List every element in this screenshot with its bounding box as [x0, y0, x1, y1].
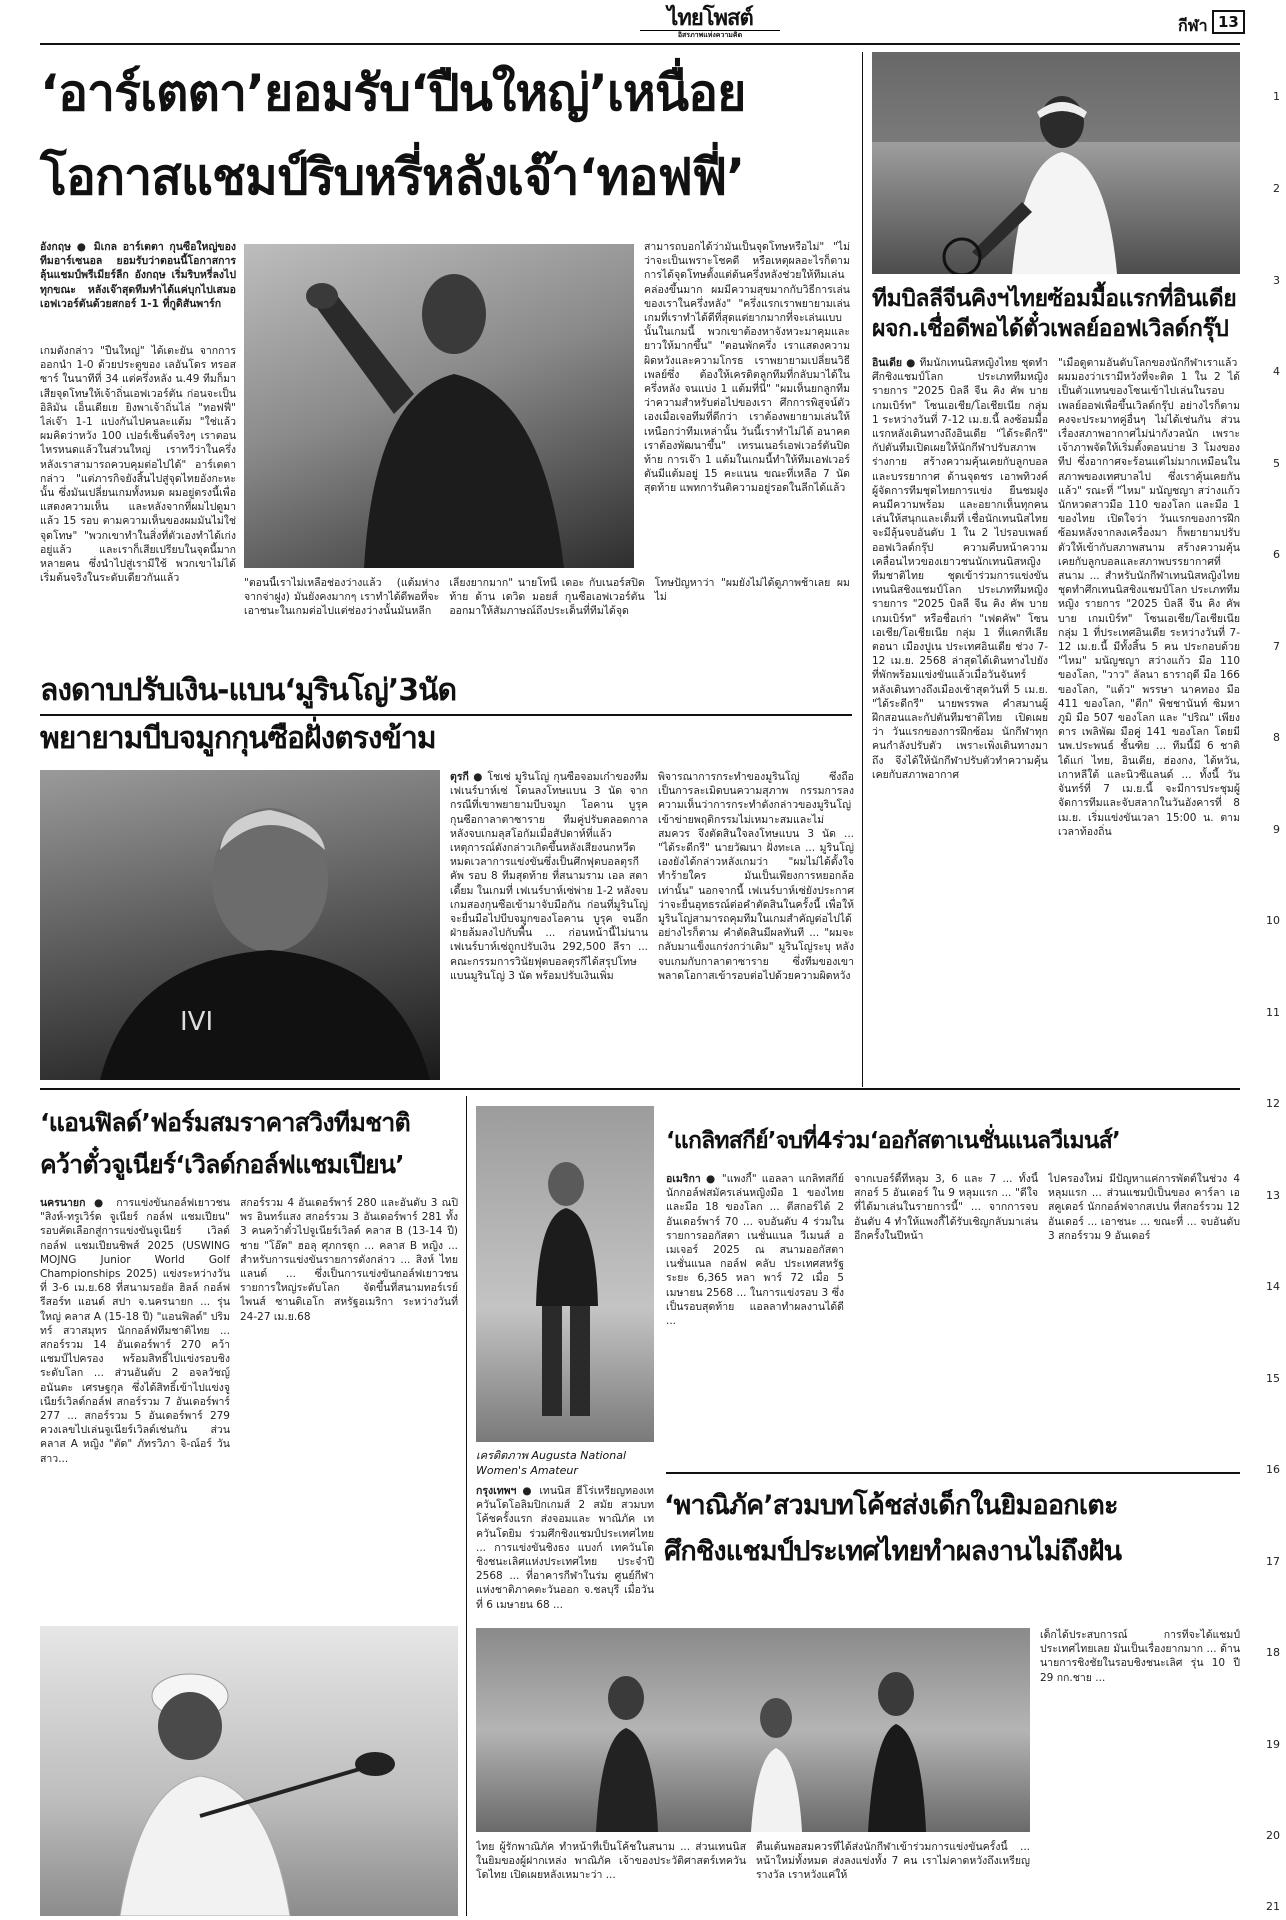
- arteta-lead-text: มิเกล อาร์เตตา กุนซือใหญ่ของทีมอาร์เซนอล ยอมรับว่าตอนนี้โอกาสการลุ้นแชมป์พรีเมียร์ลีก อังกฤษ เริ่มริบหรี่ลงไปทุกขณะ หลังเจ๊าสุดทีมทำได้แค่บุกไปเสมอเอฟเวอร์ตันด้วยสกอร์ 1-1 ที่กูดิสันพาร์ก: [40, 241, 236, 310]
- gutter-number: 18: [1266, 1646, 1280, 1659]
- mourinho-column-1: [450, 770, 648, 1080]
- mourinho-headline-line1: ลงดาบปรับเงิน-แบน‘มูรินโญ่’3นัด: [40, 673, 457, 708]
- india-column-1-text: ทีมนักเทนนิสหญิงไทย ชุดทำศึกชิงแชมป์โลก ประเภททีมหญิง รายการ "2025 บิลลี จีน คิง คัพ บาย เกมเบิร์ท" โซนเอเชีย/โอเชียเนีย กลุ่ม 1 ระหว่างวันที่ 7-12 เม.ย.นี้ ลงซ้อมมื้อแรกหลังเดินทางถึงอินเดีย "ได้ระดีกรี" กัปตันทีมเปิดเผยให้นักกีฬาปรับสภาพร่างกาย สร้างความคุ้นเคยกับลูกบอลและบรรยากาศ ด้านจุดชร เอาพทิวงค์ ผู้จัดการทีมชุดไทยการแข่ง ยืนชมฝูงคนมีความพร้อม และอยากเห็นทุกคนเล่นให้สนุกและเต็มที่ เชื่อนักเทนนิสไทยจะมีลุ้นจบอันดับ 1 ใน 2 ไปรอบเพลย์ออฟเวิลด์กรุ๊ป ความคืบหน้าความเคลื่อนไหวของเยาวชนนักเทนนิสหญิงทีมชาติไทย ชุดเข้าร่วมการแข่งขันเทนนิสชิงแชมป์โลก ประเภททีมหญิง รายการ "2025 บิลลี จีน คิง คัพ บาย เกมเบิร์ท" หรือชื่อเก่า "เฟดคัพ" โซนเอเชีย/โอเชียเนีย กลุ่ม 1 ที่แคกทีเลีย ตอนา เมืองปูเน ประเทศอินเดีย ช่วง 7-12 เม.ย. 2568 ล่าสุดได้เดินทางไปยังที่พักพร้อมแข่งขันแล้วเมื่อวันจันทร์ หลังเดินทางถึงเมืองเช้าสุดวันที่ 5 เม.ย. "ได้ระดีกรี" นายพรรพล คำสมานผู้ฝึกสอนและกัปตันทีมชาติไทย เปิดเผยว่า วันแรกของการฝึกซ้อม นักกีฬาทุกคนกำลังปรับตัว เพราะเพิ่งเดินทางมาถึง จึงได้ให้นักกีฬาปรับตัวทำความคุ้นเคยกับสภาพอากาศ: [872, 357, 1048, 781]
- arteta-dateline: อังกฤษ ●: [40, 241, 89, 253]
- parnipak-dateline: กรุงเทพฯ ●: [476, 1485, 534, 1497]
- gutter-number: 16: [1266, 1463, 1280, 1476]
- parnipak-column-under-1: ไทย ผู้รักพาณิภัค ทำหน้าที่เป็นโค้ชในสนาม ... ส่วนเทนนิสในยิมของผู้ฝากเหล่ง พาณิภัค เจ้าของประวัติศาสตร์เทควันโดไทย เปิดเผยหลังเหมาะว่า ...: [476, 1841, 746, 1882]
- gutter-number: 6: [1273, 548, 1280, 561]
- divider-arteta-bottom: [40, 714, 852, 716]
- gutter-number: 12: [1266, 1097, 1280, 1110]
- svg-text:IVI: IVI: [180, 1007, 214, 1037]
- eagle-column-1-text: "แพงกี้" แอลลา แกลิทสกีย์ นักกอล์ฟสมัครเล่นหญิงมือ 1 ของไทย และมือ 18 ของโลก ... ตีสกอร์ได้ 2 อันเดอร์พาร์ 70 ... จบอันดับ 4 ร่วมในรายการออกัสตา เนชั่นแนล วีเมนส์ อเมเจอร์ 2025 ณ สนามออกัสตาเนชั่นแนล กอล์ฟ คลับ ประเทศสหรัฐ ระยะ 6,365 หลา พาร์ 72 เมื่อ 5 เมษายน 2568 ... ในการแข่งรอบ 3 ซึ่งเป็นรอบสุดท้าย แอลลาทำผลงานได้ดี ...: [666, 1173, 844, 1328]
- arteta-column-2: สามารถบอกได้ว่ามันเป็นจุดโทษหรือไม่" "ไม่ว่าจะเป็นเพราะโชคดี หรือเหตุผลอะไรก็ตาม การได้จุดโทษตั้งแต่ต้นครึ่งหลังช่วยให้ทีมเล่นคล่องขึ้นมาก ผมมีความสุขมากกับวิธีการเล่นของเราในครึ่งหลัง" "ครึ่งแรกเราพยายามเล่นเกมที่เราทำได้ดีที่สุดแต่ยากมากที่จะเล่นแบบนั้นในเกมนี้ พวกเขาต้องหาจังหวะมาคุมและยาวให้มากขึ้น" "ตอนพักครึ่ง เราแสดงความผิดหวังและความโกรธ เราพยายามเปลี่ยนวิธีเพลย์ซึ่ง ต้องให้เครดิตลูกทีมที่กลับมาได้ในครึ่งหลัง จนแบ่ง 1 แต้มที่นี่" "ผมเห็นยกลูกทีมว่าความสำหรับต่อไปของเรา ศึกการพิสูจน์ตัวเองเมื่อเจอทีมที่ดีกว่า เราต้องพยายามเล่นให้เหนือกว่าทีมเหล่านั้น วันนี้เราทำไม่ได้ อนาคตเราต้องพัฒนาขึ้น" เทรนเนอร์เอฟเวอร์ตันปิดท้าย การเจ๊า 1 แต้มในเกมนี้ทำให้ทีมเอฟเวอร์ตันมีแต้มอยู่ 15 คะแนน ขณะที่เหลือ 7 นัดสุดท้าย แพทการันติความอยู่รอดในลีกได้แล้ว: [644, 241, 850, 495]
- parnipak-column-under-2: ตื่นเต้นพอสมควรที่ได้ส่งนักกีฬาเข้าร่วมการแข่งขันครั้งนี้ ... หน้าใหม่ทั้งหมด ส่งลงแข่งทั้ง 7 คน เราไม่คาดหวังถึงเหรียญรางวัล เราหวังแค่ให้: [756, 1841, 1030, 1882]
- gutter-number: 14: [1266, 1280, 1280, 1293]
- gutter-number: 17: [1266, 1555, 1280, 1568]
- arteta-headline-line2: โอกาสแชมป์ริบหรี่หลังเจ๊า‘ทอฟฟี่’: [40, 148, 745, 206]
- taekwondo-team-icon: [476, 1628, 1030, 1832]
- tennis-photo: [872, 52, 1240, 274]
- logo-text: ไทยโพสต์: [667, 5, 753, 31]
- section-label: กีฬา: [1178, 16, 1208, 35]
- masthead-logo: [640, 6, 780, 40]
- mourinho-dateline: ตุรกี ●: [450, 771, 484, 783]
- gutter-number: 11: [1266, 1006, 1280, 1019]
- golfer-photo: [40, 1626, 458, 1916]
- taekwondo-photo: [476, 1628, 1030, 1832]
- mourinho-column-2: พิจารณาการกระทำของมูรินโญ่ ซึ่งถือเป็นการละเมิดบนความสุภาพ กรรมการลงความเห็นว่าการกระทำดังกล่าวของมูรินโญ่เข้าข่ายพฤติกรรมไม่เหมาะสมและไม่สมควร จึงตัดสินใจลงโทษแบน 3 นัด ... "ได้ระดีกรี" นายวัฒนา ฝั่งทะเล ... มูรินโญ่เองยังได้กล่าวหลังเกมว่า "ผมไม่ได้ตั้งใจทำร้ายใคร มันเป็นเพียงการหยอกล้อเท่านั้น" นอกจากนี้ เฟเนร์บาห์เซ่ยังประกาศว่าจะยื่นอุทธรณ์ต่อคำตัดสินในครั้งนี้ เพื่อให้มูรินโญ่สามารถคุมทีมในเกมสำคัญต่อไปได้ อย่างไรก็ตาม คำตัดสินมีผลทันที ... "ผมจะกลับมาแข็งแกร่งกว่าเดิม" มูรินโญ่ระบุ หลังจบเกมกับกาลาตาซาราย ซึ่งทีมของเขาพลาดโอกาสเข้ารอบต่อไปด้วยความผิดหวัง: [658, 771, 854, 982]
- gutter-number: 7: [1273, 640, 1280, 653]
- arteta-headline-line1: ‘อาร์เตตา’ยอมรับ‘ปืนใหญ่’เหนื่อย: [40, 64, 746, 122]
- gutter-number: 19: [1266, 1738, 1280, 1751]
- gutter-number: 2: [1273, 182, 1280, 195]
- arteta-lead: [40, 240, 236, 340]
- gutter-number: 3: [1273, 274, 1280, 287]
- divider-vertical-bottom-left: [466, 1096, 467, 1916]
- india-column-1: [872, 356, 1048, 1080]
- divider-eagle-bottom: [666, 1472, 1240, 1474]
- anfield-dateline: นครนายก ●: [40, 1197, 109, 1209]
- parnipak-column-1-text: เทนนิส ฮีโร่เหรียญทองเทควันโดโอลิมปิกเกมส์ 2 สมัย สวมบทโค้ชครั้งแรก ส่งจอมและ พาณิภัค เทควันโดยิม ร่วมศึกชิงแชมป์ประเทศไทย ... การแข่งขันชิงธง แบงก์ เทควันโด ชิงชนะเลิศแห่งประเทศไทย ประจำปี 2568 ... ที่อาคารกีฬาในร่ม ศูนย์กีฬาแห่งชาติภาคตะวันออก จ.ชลบุรี เมื่อวันที่ 6 เมษายน 68 ...: [476, 1485, 654, 1611]
- eagle-headline: ‘แกลิทสกีย์’จบที่4ร่วม‘ออกัสตาเนชั่นแนลวีเมนส์’: [666, 1128, 1120, 1154]
- female-golfer-icon: [476, 1106, 654, 1442]
- eagle-column-3: ไปครองใหม่ มีปัญหาแค่การพัตต์ในช่วง 4 หลุมแรก ... ส่วนแชมป์เป็นของ คาร์ลา เอสคูเดอร์ นักกอล์ฟจากสเปน ที่สกอร์รวม 12 อันเดอร์ ... เอาชนะ ... ขณะที่ ... จบอันดับ 3 สกอร์รวม 9 อันเดอร์: [1048, 1173, 1240, 1242]
- coach-portrait-icon: [40, 770, 440, 1080]
- gutter-number: 10: [1266, 914, 1280, 927]
- arteta-column-1: เกมดังกล่าว "ปืนใหญ่" ได้เตะยัน จากการออกนำ 1-0 ด้วยประตูของ เลอันโดร ทรอสซาร์ ในนาทีที่ 34 แต่ครึ่งหลัง น.49 ทีมก็มาเสียจุดโทษให้เจ้าถิ่นเอฟเวอร์ตัน ก่อนจะเป็น อิลิมัน เอ็นเดียเย ยิงพาเจ้าถิ่นไล่ "ทอฟฟี่" ไล่เจ๊า 1-1 แบ่งกันไปคนละแต้ม "ใช่แล้ว ผมคิดว่าหวัง 100 เปอร์เซ็นต์จริงๆ เราตอนไหรหนดแล้วในส่วนใหญ่ เราทวีว่าในครึ่งหลังเราสามารถควบคุมต่อไปได้" อาร์เตตากล่าว "แต่ภารกิจยังสิ้นไปสู่จุดไทยอังกะหะนั้น ซึ่งมันเปลี่ยนเกมทั้งหมด ผมอยู่ตรงนี้เพื่อแสดงความเห็น และหลังจากที่ผมไปดูมาแล้ว 15 รอบ ตามความเห็นของผมมันไม่ใช่จุดโทษ" "พวกเขาทำในสิ่งที่ตัวเองทำได้เก่งอยู่แล้ว และเราก็เสียเปรียบในจุดนี้มาก หลายคน ซึ่งนำไปสู่เรามีใช้ พวกเขาไม่ได้เริ่มต้นจริงในระดับเดียวกันแล้ว: [40, 345, 236, 585]
- anfield-column-1-text: การแข่งขันกอล์ฟเยาวชน "สิงห์-ทรูเวิร์ด จูเนียร์ กอล์ฟ แชมเปียน" รอบคัดเลือกสู่การแข่งขันจูเนียร์ เวิลด์ กอล์ฟ แชมเปียนชิพส์ 2025 (USWING MOJNG Junior World Golf Championships 2025) แข่งระหว่างวันที่ 3-6 เม.ย.68 ที่สนามรอยัล ฮิลล์ กอล์ฟ รีสอร์ท แอนด์ สปา จ.นครนายก ... รุ่นใหญ่ คลาส A (15-18 ปี) "แอนฟิลด์" ปริมทร์ สวาสมุทร นักกอล์ฟทีมชาติไทย ... สกอร์รวม 14 อันเดอร์พาร์ 270 คว้าแชมป์ไปครอง พร้อมสิทธิ์ไปแข่งรอบชิงระดับโลก ... ส่วนอันดับ 2 อจลวัชญ์ อนันตะ เศรษฐกุล ซึ่งได้สิทธิ์เข้าไปแข่งจูเนียร์เวิลด์กอล์ฟ สกอร์รวม 7 อันเดอร์พาร์ 277 ... สกอร์รวม 5 อันเดอร์พาร์ 279 ควงเลขไปเล่นจูเนียร์เวิลด์เช่นกัน ส่วนคลาส A หญิง "ตัด" ภัทรวิภา จิ-ณ์อร์ วันสาว...: [40, 1197, 230, 1465]
- eagle-dateline: อเมริกา ●: [666, 1173, 717, 1185]
- gutter-number: 1: [1273, 90, 1280, 103]
- mourinho-headline-line2: พยายามบีบจมูกกุนซือฝั่งตรงข้าม: [40, 721, 436, 756]
- logo-tagline: อิสรภาพแห่งความคิด: [640, 30, 780, 39]
- golfer-swing-icon: [40, 1626, 458, 1916]
- parnipak-column-2: เด็กได้ประสบการณ์ การที่จะได้แชมป์ประเทศไทยเลย มันเป็นเรื่องยากมาก ... ด้านนายการชิงชัยในรอบชิงชนะเลิศ รุ่น 10 ปี 29 กก.ชาย ...: [1040, 1629, 1240, 1684]
- divider-middle-horizontal: [40, 1088, 1240, 1090]
- augusta-photo: [476, 1106, 654, 1442]
- page-number: 13: [1212, 10, 1245, 34]
- arteta-column-under-photo: "ตอนนี้เราไม่เหลือช่องว่างแล้ว (แต้มห่างจากจ่าฝูง) มันยังคงมากๆ เราทำได้ดีพอที่จะเอาชนะในเกมต่อไปแต่ช่องว่างนั้นมันหลีกเลี่ยงยากมาก" นายโทนี่ เดอะ กับเนอร์สปิดท้าย ด้าน เดวิด มอยส์ กุนซือเอฟเวอร์ตัน ออกมาให้สัมภาษณ์ถึงประเด็นที่ทีมได้จุดโทษปัญหาว่า "ผมยังไม่ได้ดูภาพช้าเลย ผมไม่: [244, 577, 850, 618]
- mourinho-photo: [40, 770, 440, 1080]
- divider-vertical-top: [862, 52, 863, 1087]
- person-silhouette-icon: [244, 244, 634, 568]
- parnipak-headline-line2: ศึกชิงแชมป์ประเทศไทยทำผลงานไม่ถึงฝัน: [664, 1536, 1122, 1567]
- anfield-headline-line2: คว้าตั๋วจูเนียร์‘เวิลด์กอล์ฟแชมเปียน’: [40, 1150, 404, 1179]
- gutter-number: 4: [1273, 365, 1280, 378]
- eagle-column-1: [666, 1172, 844, 1462]
- anfield-column-1: [40, 1196, 230, 1616]
- gutter-number: 20: [1266, 1829, 1280, 1842]
- india-dateline: อินเดีย ●: [872, 357, 916, 369]
- gutter-number: 8: [1273, 731, 1280, 744]
- gutter-number: 21: [1266, 1900, 1280, 1913]
- gutter-number: 5: [1273, 457, 1280, 470]
- gutter-number: 9: [1273, 823, 1280, 836]
- gutter-number: 13: [1266, 1189, 1280, 1202]
- india-headline: ทีมบิลลีจีนคิงฯไทยซ้อมมื้อแรกที่อินเดีย ผจก.เชื่อดีพอได้ตั๋วเพลย์ออฟเวิลด์กรุ๊ป: [872, 286, 1237, 342]
- parnipak-headline-line1: ‘พาณิภัค’สวมบทโค้ชส่งเด็กในยิมออกเตะ: [664, 1490, 1118, 1521]
- eagle-column-2: จากเบอร์ดี้ที่หลุม 3, 6 และ 7 ... ทั้งนี้ สกอร์ 5 อันเดอร์ ใน 9 หลุมแรก ... "ดีใจที่ได้มาเล่นในรายการนี้" ... จากการจบอันดับ 4 ทำให้แพงกี้ได้รับเชิญกลับมาเล่นอีกครั้งในปีหน้า: [854, 1173, 1038, 1242]
- india-column-2: "เมื่อดูตามอันดับโลกของนักกีฬาเราแล้ว ผมมองว่าเรามีหวังที่จะติด 1 ใน 2 ได้เป็นตัวแทนของโซนเข้าไปเล่นในรอบเพลย์ออฟเพื่อขึ้นเวิลด์กรุ๊ป อย่างไรก็ตาม คงจะประมาทคู่อื่นๆ ไม่ได้เช่นกัน ส่วนเรื่องสภาพอากาศไม่น่ากังวลนัก เพราะเจ้าภาพจัดให้เริ่มตั้งตอนบ่าย 3 โมงของทีป ซึ่งอากาศจะร้อนแต่ไม่มากเหมือนในสภาพของเทศบาลไป ซึ่งเราคุ้นเคยกันแล้ว" รณะที่ "ไหม" มนัญชญา สว่างแก้ว นักหวดสาวมือ 110 ของโลก และมือ 1 ของไทย เปิดใจว่า วันแรกของการฝึกซ้อมหลังจากลงเครื่องมา ก็พยายามปรับตัวให้เข้ากับสภาพสนาม สร้างความคุ้นเคยกับลูกบอลและสภาพบรรยากาศที่สนาม ... สำหรับนักกีฬาเทนนิสหญิงไทยชุดทำศึกเทนนิสชิงแชมป์โลก ประเภททีมหญิง รายการ "2025 บิลลี จีน คิง คัพ บาย เกมเบิร์ท" โซนเอเชีย/โอเชียเนีย กลุ่ม 1 ที่ประเทศอินเดีย ระหว่างวันที่ 7-12 เม.ย.นี้ มีทั้งสิ้น 5 คน ประกอบด้วย "ไหม" มนัญชญา สว่างแก้ว มือ 110 ของโลก, "วาว" ลัลนา ธาราฤดี มือ 166 ของโลก, "แต้ว" พรรษา นาคทอง มือ 411 ของโลก, "ตีก" พิชชานันท์ ซิมหาภูมิ มือ 507 ของโลก และ "ปริณ" เพียงตาร เพลิพัฒ มือคู่ 141 ของโลก โดยมี นพ.ประพนธ์ ชั้นฑิย ... ทีมนี้มี 6 ชาติ ได้แก่ ไทย, อินเดีย, ฮ่องกง, ไต้หวัน, เกาหลีใต้ และนิวซีแลนด์ ... ทั้งนี้ วันจันทร์ที่ 7 เม.ย.นี้ จะมีการประชุมผู้จัดการทีมและจับสลากในวันอังคารที่ 8 เม.ย. เริ่มแข่งขันเวลา 15:00 น. ตามเวลาท้องถิ่น: [1058, 357, 1240, 838]
- masthead-rule: [40, 43, 1240, 45]
- arteta-photo: [244, 244, 634, 568]
- augusta-photo-caption: เครดิตภาพ Augusta National Women's Amateur: [476, 1449, 627, 1477]
- anfield-headline-line1: ‘แอนฟิลด์’ฟอร์มสมราคาสวิงทีมชาติ: [40, 1108, 410, 1137]
- gutter-number: 15: [1266, 1372, 1280, 1385]
- tennis-player-icon: [872, 52, 1240, 274]
- anfield-column-2: สกอร์รวม 4 อันเดอร์พาร์ 280 และอันดับ 3 ณปิพร อินทร์แสง สกอร์รวม 3 อันเดอร์พาร์ 281 ทั้ง 3 คนคว้าตั๋วไปจูเนียร์เวิลด์ คลาส B (13-14 ปี) ชาย "โอ๊ต" ฮอลุ ศุภกรฐุก ... คลาส B หญิง ... สำหรับการแข่งขันรายการดังกล่าว ... สิงห์ ไทยแลนด์ ... ซึ่งเป็นการแข่งขันกอล์ฟเยาวชนรายการใหญ่ระดับโลก จัดขึ้นที่สนามทอร์เรย์ ไพนส์ ซานดิเอโก สหรัฐอเมริกา ระหว่างวันที่ 24-27 เม.ย.68: [240, 1197, 458, 1323]
- parnipak-column-1: [476, 1484, 654, 1624]
- mourinho-column-1-text: โชเซ่ มูรินโญ่ กุนซือจอมเก๋าของทีมเฟเนร์บาห์เซ่ โดนลงโทษแบน 3 นัด จากกรณีที่เขาพยายามบีบจมูก โอคาน บูรุค กุนซือกาลาตาซาราย ทีมคู่ปรับตลอดกาล หลังจบเกมลุสโอกัมเมื่อสัปดาห์ที่แล้ว เหตุการณ์ดังกล่าวเกิดขึ้นหลังเสียงนกหวีดหมดเวลาการแข่งขันซึ่งเป็นศึกฟุตบอลตุรกี คัพ รอบ 8 ทีมสุดท้าย ที่สนามราม เอล สตาเดี้ยม ในเกมที่ เฟเนร์บาห์เซ่พ่าย 1-2 หลังจบเกมสองกุนซือเข้ามาจับมือกัน ก่อนที่มูรินโญ่จะยื่นมือไปบีบจมูกของโอคาน บูรุค จนอีกฝ่ายล้มลงไปกับพื้น ... ก่อนหน้านี้ไม่นาน เฟเนร์บาห์เซ่ถูกปรับเงิน 292,500 ลีรา ... คณะกรรมการวินัยฟุตบอลตุรกีได้สรุปโทษแบนมูรินโญ่ 3 นัด พร้อมปรับเงินเพิ่ม: [450, 771, 648, 982]
